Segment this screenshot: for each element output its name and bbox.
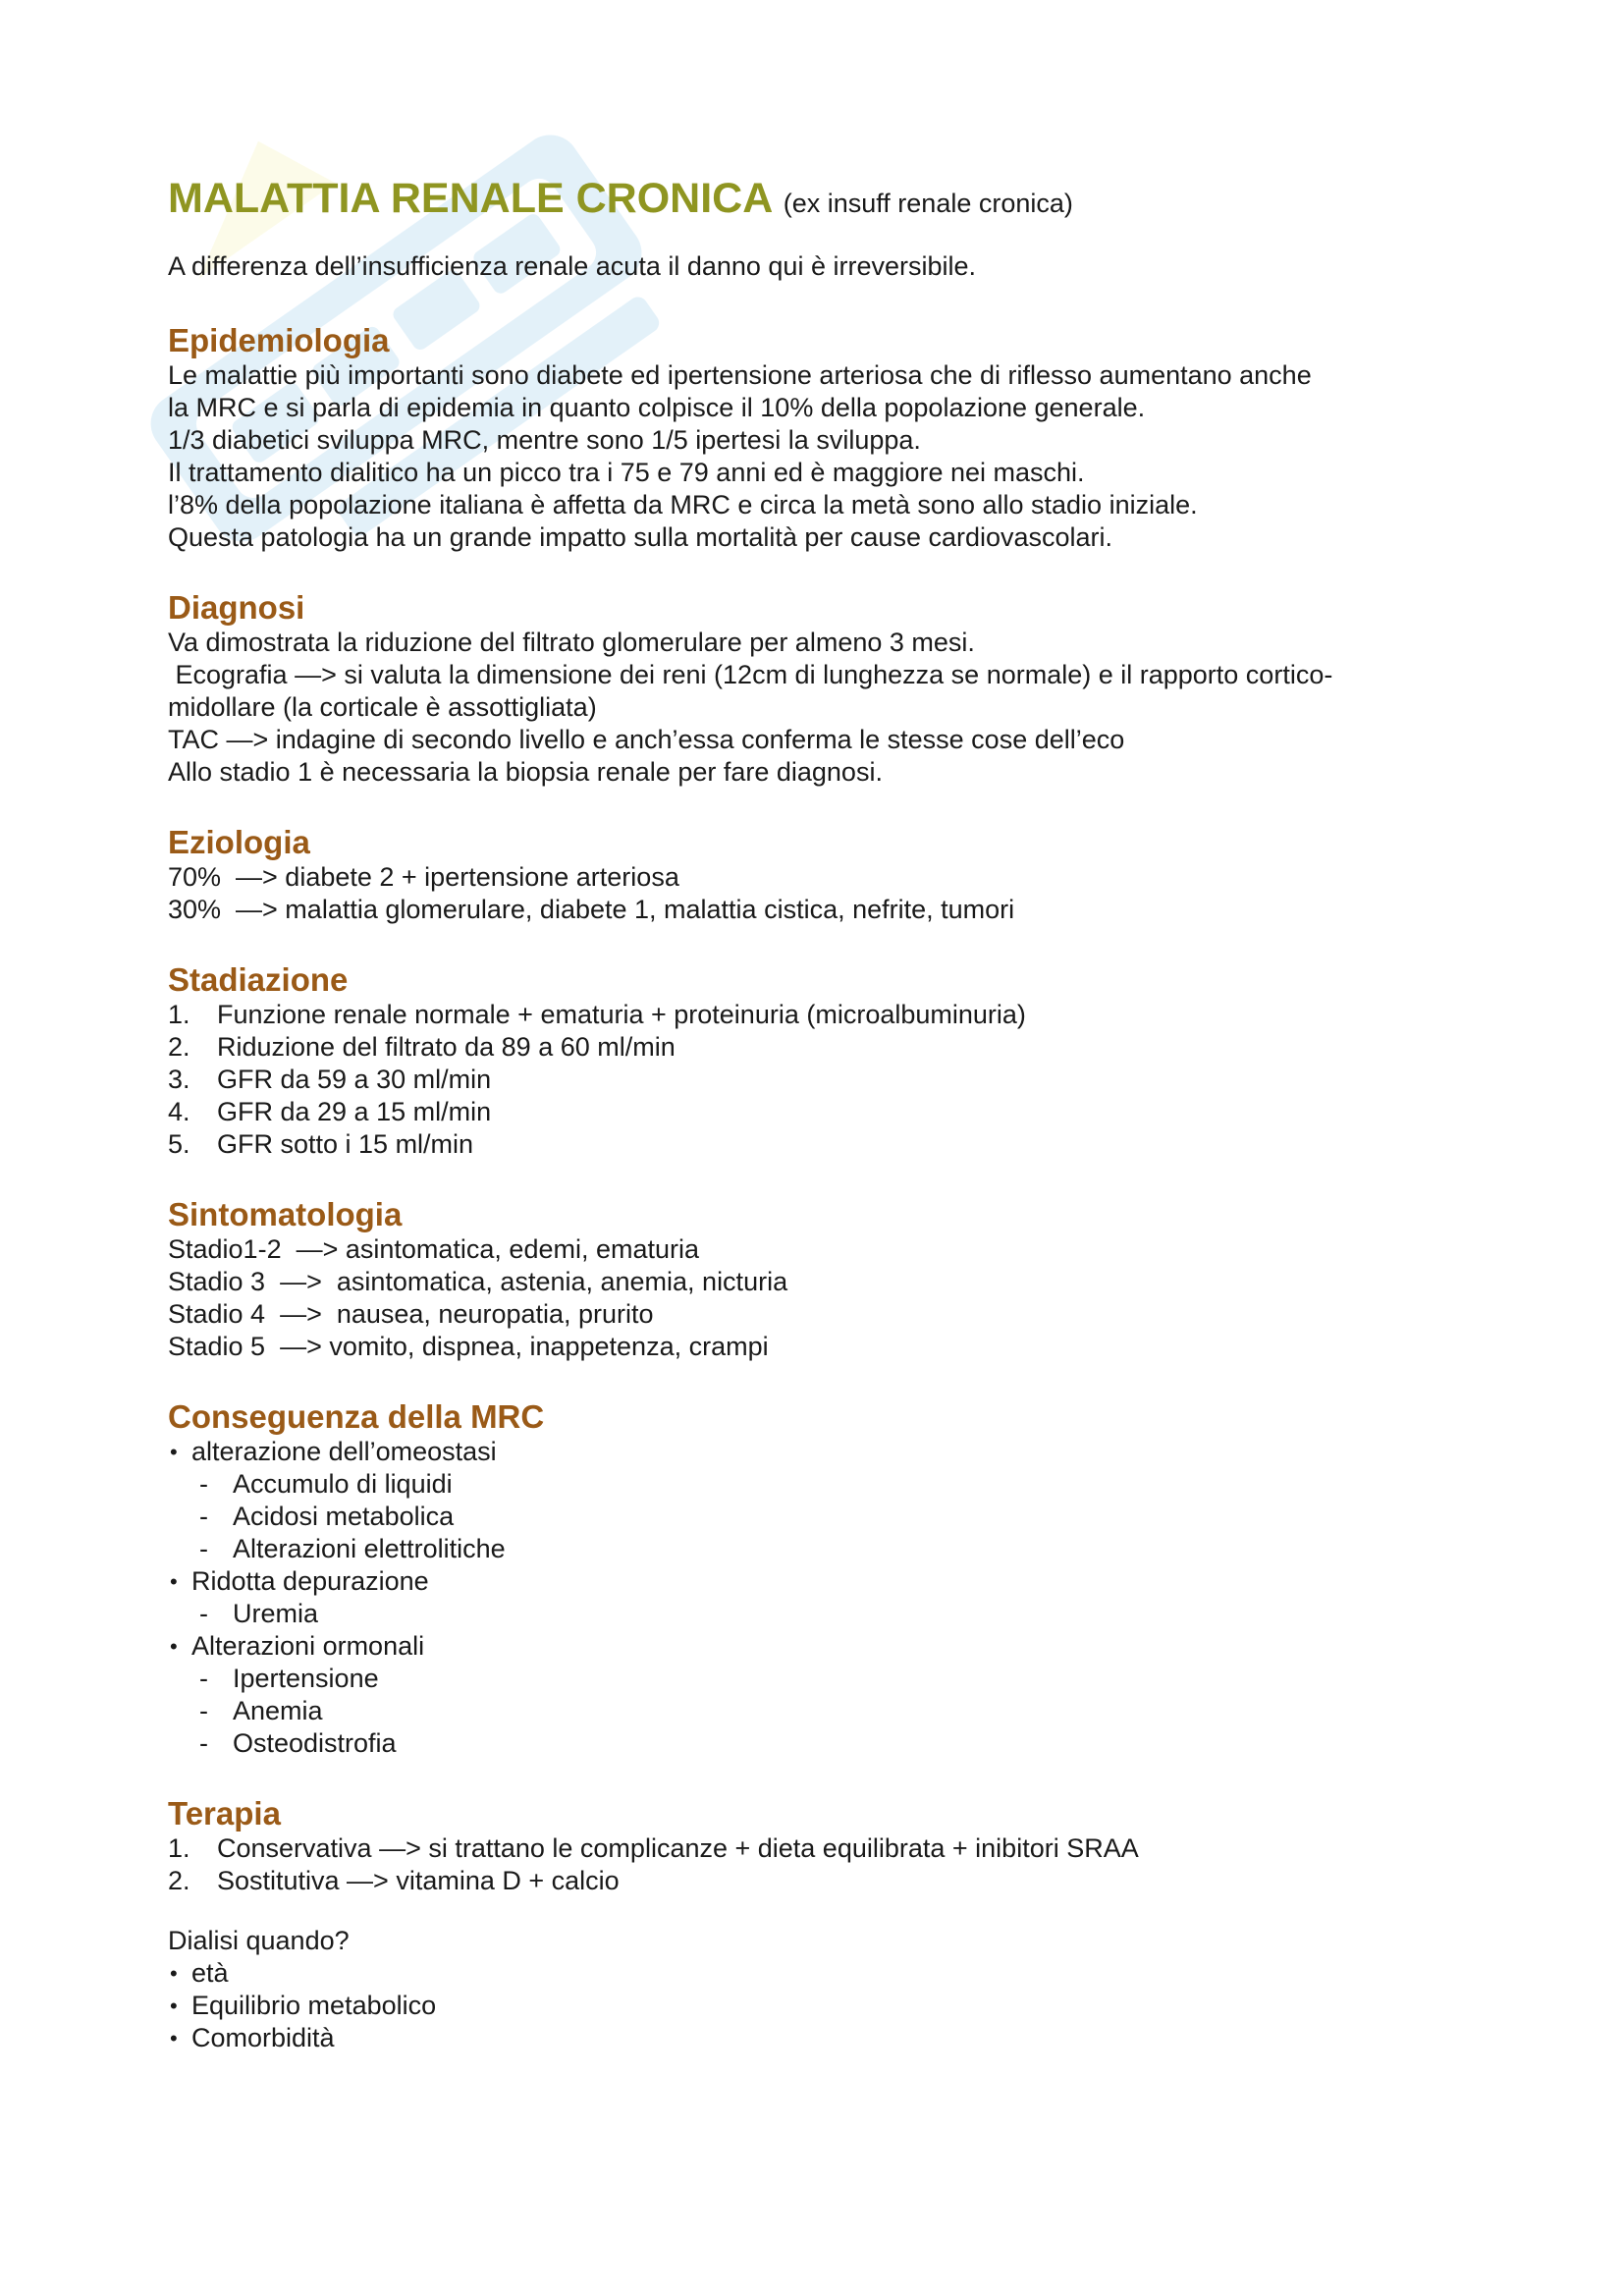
bullet-icon: • <box>170 1961 178 1986</box>
list-item <box>168 1630 1484 1760</box>
section-title-eziologia: Eziologia <box>168 824 310 860</box>
list-number: 1. <box>168 1833 190 1863</box>
bullet-icon: • <box>170 1634 178 1659</box>
list-item-text: GFR da 29 a 15 ml/min <box>217 1097 492 1126</box>
list-item <box>168 1865 1484 1897</box>
sub-list-item <box>191 1663 1484 1695</box>
bullet-icon: • <box>170 1994 178 2018</box>
list-item-text: Riduzione del filtrato da 89 a 60 ml/min <box>217 1032 676 1062</box>
list-item <box>168 1436 1484 1565</box>
list-item-text: Equilibrio metabolico <box>191 1991 437 2020</box>
section-title-stadiazione: Stadiazione <box>168 961 349 998</box>
list-number: 3. <box>168 1065 190 1094</box>
sub-list-item-text: Anemia <box>233 1696 323 1725</box>
list-item <box>168 1064 1484 1096</box>
dash-icon: - <box>199 1728 208 1758</box>
section-eziologia <box>168 824 1484 926</box>
title-line <box>168 175 1484 223</box>
text-line: la MRC e si parla di epidemia in quanto colpisce il 10% della popolazione generale. <box>168 393 1146 422</box>
list-number: 4. <box>168 1097 190 1126</box>
bullet-icon: • <box>170 1440 178 1464</box>
list-number: 2. <box>168 1032 190 1062</box>
sub-list-item-text: Uremia <box>233 1599 319 1628</box>
document-page <box>168 175 1484 2090</box>
list-number: 5. <box>168 1129 190 1159</box>
conseguenze-list <box>168 1436 1484 1760</box>
sub-list-item <box>191 1695 1484 1727</box>
sub-list-item <box>191 1533 1484 1565</box>
list-item-text: Conservativa —> si trattano le complicanze + dieta equilibrata + inibitori SRAA <box>217 1833 1139 1863</box>
dialysis-list <box>168 1957 1484 2054</box>
list-number: 1. <box>168 1000 190 1029</box>
text-line: 30% —> malattia glomerulare, diabete 1, malattia cistica, nefrite, tumori <box>168 895 1015 924</box>
list-item-text: Funzione renale normale + ematuria + proteinuria (microalbuminuria) <box>217 1000 1026 1029</box>
text-line: l’8% della popolazione italiana è affetta da MRC e circa la metà sono allo stadio iniziale. <box>168 490 1198 519</box>
list-item <box>168 1957 1484 1990</box>
text-line: Ecografia —> si valuta la dimensione dei reni (12cm di lunghezza se normale) e il rapporto cortico- <box>168 660 1333 689</box>
list-item-text: Ridotta depurazione <box>191 1566 429 1596</box>
terapia-list <box>168 1832 1484 1897</box>
dash-icon: - <box>199 1599 208 1628</box>
sub-list-item-text: Osteodistrofia <box>233 1728 397 1758</box>
dialysis-block <box>168 1925 1484 2054</box>
dialysis-question: Dialisi quando? <box>168 1926 350 1955</box>
list-item <box>168 1990 1484 2022</box>
section-title-sintomatologia: Sintomatologia <box>168 1196 403 1232</box>
text-line: Stadio 4 —> nausea, neuropatia, prurito <box>168 1299 654 1329</box>
text-line: Il trattamento dialitico ha un picco tra i 75 e 79 anni ed è maggiore nei maschi. <box>168 458 1085 487</box>
sub-list-item <box>191 1501 1484 1533</box>
sub-list-item <box>191 1727 1484 1760</box>
section-title-conseguenze: Conseguenza della MRC <box>168 1398 545 1435</box>
dash-icon: - <box>199 1664 208 1693</box>
list-item-text: GFR da 59 a 30 ml/min <box>217 1065 492 1094</box>
text-line: Allo stadio 1 è necessaria la biopsia renale per fare diagnosi. <box>168 757 883 787</box>
intro-text: A differenza dell’insufficienza renale acuta il danno qui è irreversibile. <box>168 251 976 281</box>
list-item <box>168 1565 1484 1630</box>
section-sintomatologia <box>168 1196 1484 1363</box>
dash-icon: - <box>199 1696 208 1725</box>
text-line: Va dimostrata la riduzione del filtrato glomerulare per almeno 3 mesi. <box>168 628 975 657</box>
text-line: 1/3 diabetici sviluppa MRC, mentre sono 1/5 ipertesi la sviluppa. <box>168 425 921 455</box>
section-diagnosi <box>168 589 1484 789</box>
section-title-diagnosi: Diagnosi <box>168 589 305 626</box>
list-item-text: Alterazioni ormonali <box>191 1631 425 1661</box>
list-item <box>168 1832 1484 1865</box>
sub-list-item-text: Acidosi metabolica <box>233 1502 455 1531</box>
text-line: 70% —> diabete 2 + ipertensione arteriosa <box>168 862 679 892</box>
list-item-text: GFR sotto i 15 ml/min <box>217 1129 474 1159</box>
sub-list <box>191 1663 1484 1760</box>
dash-icon: - <box>199 1502 208 1531</box>
dash-icon: - <box>199 1469 208 1499</box>
dash-icon: - <box>199 1534 208 1563</box>
text-line: Stadio 3 —> asintomatica, astenia, anemia, nicturia <box>168 1267 788 1296</box>
document-subtitle: (ex insuff renale cronica) <box>783 189 1073 218</box>
list-item <box>168 1128 1484 1161</box>
list-item-text: età <box>191 1958 229 1988</box>
list-item-text: Sostitutiva —> vitamina D + calcio <box>217 1866 620 1895</box>
section-epidemiologia <box>168 322 1484 554</box>
text-line: midollare (la corticale è assottigliata) <box>168 692 597 722</box>
list-item-text: Comorbidità <box>191 2023 335 2052</box>
section-title-epidemiologia: Epidemiologia <box>168 322 390 358</box>
sub-list-item <box>191 1468 1484 1501</box>
sub-list-item <box>191 1598 1484 1630</box>
sub-list <box>191 1468 1484 1565</box>
section-title-terapia: Terapia <box>168 1795 281 1831</box>
stadiazione-list <box>168 999 1484 1161</box>
list-item <box>168 2022 1484 2054</box>
document-title: MALATTIA RENALE CRONICA <box>168 175 774 222</box>
section-conseguenze <box>168 1398 1484 1760</box>
bullet-icon: • <box>170 2026 178 2050</box>
list-item <box>168 999 1484 1031</box>
sub-list-item-text: Ipertensione <box>233 1664 379 1693</box>
section-terapia <box>168 1795 1484 2054</box>
sub-list-item-text: Accumulo di liquidi <box>233 1469 453 1499</box>
section-stadiazione <box>168 961 1484 1161</box>
list-item-text: alterazione dell’omeostasi <box>191 1437 497 1466</box>
list-number: 2. <box>168 1866 190 1895</box>
list-item <box>168 1096 1484 1128</box>
text-line: Le malattie più importanti sono diabete ed ipertensione arteriosa che di riflesso aumentano anche <box>168 360 1312 390</box>
text-line: Stadio1-2 —> asintomatica, edemi, ematuria <box>168 1234 700 1264</box>
list-item <box>168 1031 1484 1064</box>
text-line: Questa patologia ha un grande impatto sulla mortalità per cause cardiovascolari. <box>168 522 1113 552</box>
text-line: TAC —> indagine di secondo livello e anch’essa conferma le stesse cose dell’eco <box>168 725 1125 754</box>
bullet-icon: • <box>170 1569 178 1594</box>
sub-list-item-text: Alterazioni elettrolitiche <box>233 1534 506 1563</box>
sub-list <box>191 1598 1484 1630</box>
text-line: Stadio 5 —> vomito, dispnea, inappetenza, crampi <box>168 1332 769 1361</box>
